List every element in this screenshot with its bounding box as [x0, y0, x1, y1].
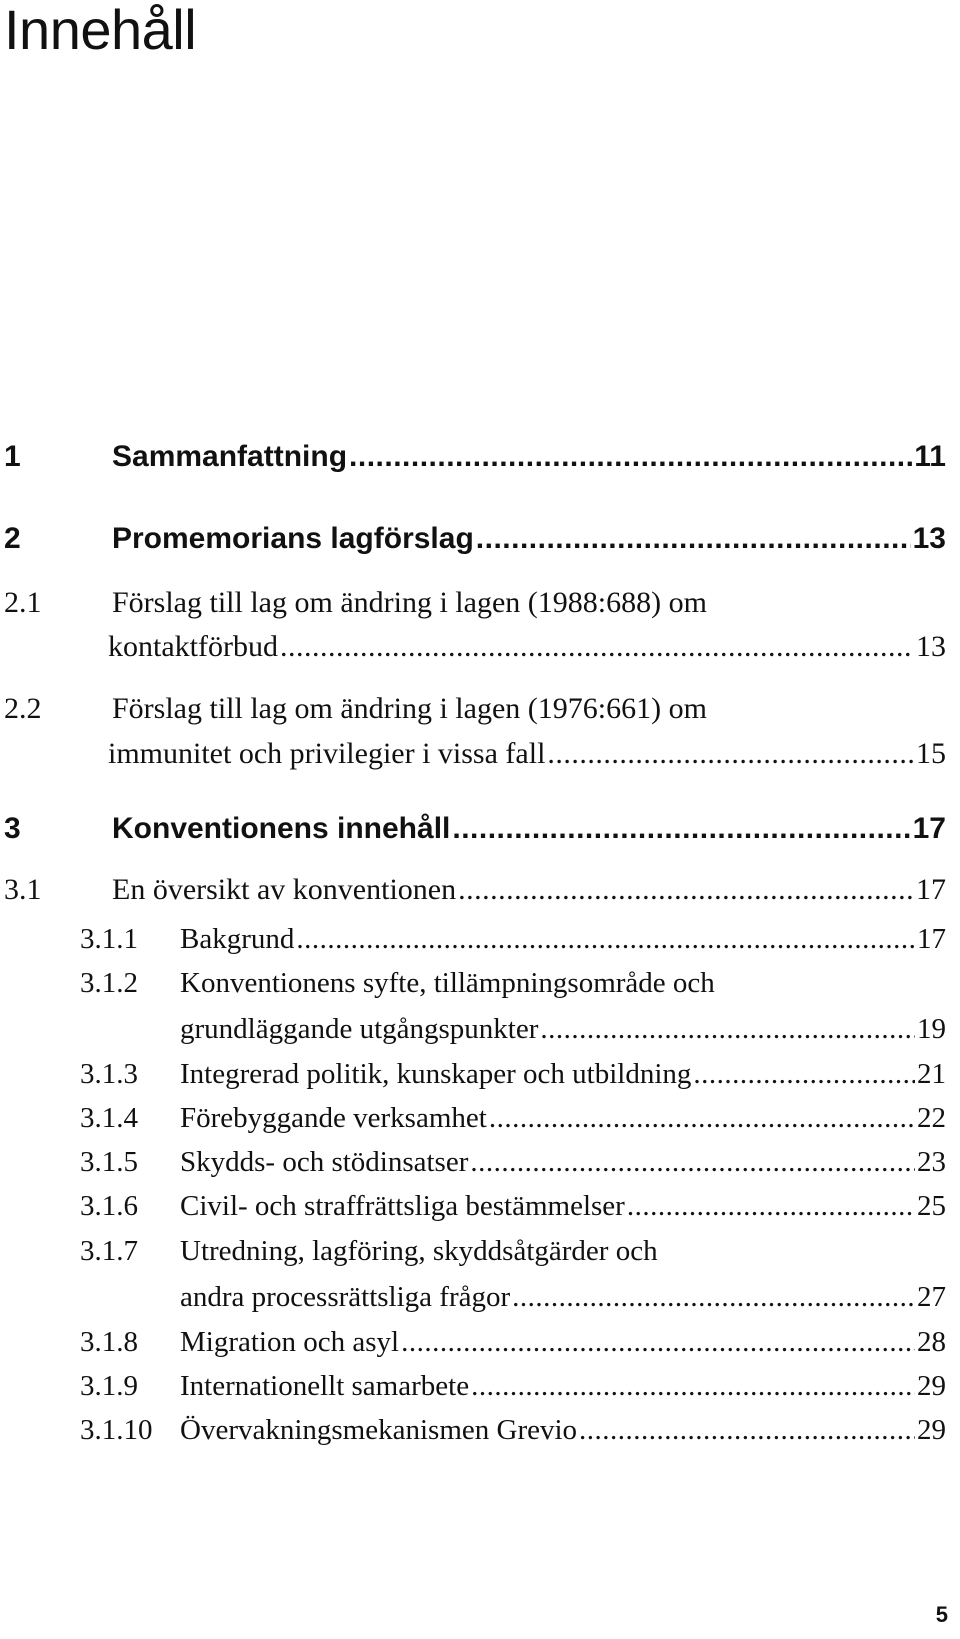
dot-leader: [296, 923, 915, 956]
toc-entry-3-1-6[interactable]: [80, 1190, 946, 1223]
dot-leader: [471, 1370, 915, 1403]
toc-entry-title-line1: Förslag till lag om ändring i lagen (1988:688) om: [112, 586, 707, 619]
toc-entry-number: 3.1.9: [80, 1370, 138, 1402]
toc-entry-3-1[interactable]: [0, 873, 946, 907]
toc-entry-page: 15: [916, 737, 946, 770]
toc-entry-page: 25: [917, 1190, 946, 1222]
toc-entry-2-1-cont[interactable]: [108, 630, 946, 664]
toc-entry-3-1-2-cont[interactable]: [180, 1013, 946, 1046]
toc-entry-page: 11: [914, 440, 946, 473]
dot-leader: [627, 1190, 915, 1223]
toc-entry-number: 3.1.2: [80, 967, 138, 999]
toc-entry-3-1-9[interactable]: [80, 1370, 946, 1403]
dot-leader: [512, 1281, 915, 1314]
toc-entry-3-1-2[interactable]: [80, 967, 946, 1000]
dot-leader: [349, 440, 912, 474]
toc-entry-2[interactable]: [0, 522, 946, 556]
toc-entry-page: 28: [917, 1326, 946, 1358]
toc-entry-3-1-1[interactable]: [80, 923, 946, 956]
toc-entry-number: 3.1: [4, 873, 42, 906]
toc-entry-number: 3: [4, 812, 21, 845]
toc-entry-title: Migration och asyl: [180, 1326, 400, 1358]
toc-entry-title-line2: andra processrättsliga frågor: [180, 1281, 511, 1313]
toc-entry-1[interactable]: [0, 440, 946, 474]
toc-entry-title: Bakgrund: [180, 923, 295, 955]
toc-entry-title-line2: immunitet och privilegier i vissa fall: [108, 737, 546, 770]
toc-entry-page: 22: [917, 1102, 946, 1134]
dot-leader: [452, 812, 910, 846]
toc-entry-2-2[interactable]: [0, 692, 946, 726]
toc-entry-title: Internationellt samarbete: [180, 1370, 470, 1402]
toc-entry-3-1-5[interactable]: [80, 1146, 946, 1179]
dot-leader: [579, 1414, 915, 1447]
toc-entry-number: 1: [4, 440, 21, 473]
dot-leader: [401, 1326, 915, 1359]
toc-entry-3-1-7-cont[interactable]: [180, 1281, 946, 1314]
toc-entry-number: 2.1: [4, 586, 42, 619]
toc-entry-2-2-cont[interactable]: [108, 737, 946, 771]
toc-entry-number: 3.1.10: [80, 1414, 153, 1446]
dot-leader: [476, 522, 911, 556]
toc-entry-3-1-4[interactable]: [80, 1102, 946, 1135]
toc-entry-page: 21: [917, 1058, 946, 1090]
toc-entry-3-1-3[interactable]: [80, 1058, 946, 1091]
toc-entry-title-line1: Konventionens syfte, tillämpningsområde och: [180, 967, 715, 999]
dot-leader: [693, 1058, 915, 1091]
toc-entry-number: 2: [4, 522, 21, 555]
toc-entry-title: Civil- och straffrättsliga bestämmelser: [180, 1190, 625, 1222]
toc-entry-title: Övervakningsmekanismen Grevio: [180, 1414, 578, 1446]
dot-leader: [280, 630, 914, 664]
toc-entry-number: 3.1.4: [80, 1102, 138, 1134]
toc-entry-title-line2: kontaktförbud: [108, 630, 278, 663]
toc-entry-title: Förebyggande verksamhet: [180, 1102, 487, 1134]
toc-entry-page: 13: [912, 522, 946, 555]
toc-entry-title: Integrerad politik, kunskaper och utbildning: [180, 1058, 692, 1090]
toc-entry-number: 3.1.7: [80, 1235, 138, 1267]
toc-entry-page: 19: [917, 1013, 946, 1045]
toc-entry-3-1-8[interactable]: [80, 1326, 946, 1359]
page-title: Innehåll: [4, 0, 197, 61]
toc-entry-number: 3.1.5: [80, 1146, 138, 1178]
toc-entry-page: 27: [917, 1281, 946, 1313]
toc-entry-title: En översikt av konventionen: [112, 873, 457, 906]
toc-entry-title: Sammanfattning: [112, 440, 348, 473]
toc-entry-number: 2.2: [4, 692, 42, 725]
toc-entry-page: 17: [912, 812, 946, 845]
toc-entry-number: 3.1.8: [80, 1326, 138, 1358]
toc-entry-3-1-7[interactable]: [80, 1235, 946, 1268]
toc-entry-3[interactable]: [0, 812, 946, 846]
dot-leader: [547, 737, 914, 771]
toc-entry-number: 3.1.3: [80, 1058, 138, 1090]
toc-entry-title: Skydds- och stödinsatser: [180, 1146, 469, 1178]
toc-entry-page: 17: [917, 923, 946, 955]
toc-entry-page: 29: [917, 1370, 946, 1402]
toc-entry-page: 23: [917, 1146, 946, 1178]
dot-leader: [489, 1102, 915, 1135]
toc-entry-number: 3.1.1: [80, 923, 138, 955]
dot-leader: [470, 1146, 915, 1179]
dot-leader: [540, 1013, 915, 1046]
toc-entry-title-line2: grundläggande utgångspunkter: [180, 1013, 539, 1045]
page-number: 5: [935, 1602, 948, 1627]
toc-entry-title-line1: Förslag till lag om ändring i lagen (1976:661) om: [112, 692, 707, 725]
toc-entry-number: 3.1.6: [80, 1190, 138, 1222]
dot-leader: [458, 873, 914, 907]
toc-entry-title: Promemorians lagförslag: [112, 522, 474, 555]
toc-entry-page: 17: [916, 873, 946, 906]
toc-entry-page: 29: [917, 1414, 946, 1446]
toc-entry-title: Konventionens innehåll: [112, 812, 451, 845]
toc-entry-title-line1: Utredning, lagföring, skyddsåtgärder och: [180, 1235, 658, 1267]
toc-entry-page: 13: [916, 630, 946, 663]
toc-entry-3-1-10[interactable]: [80, 1414, 946, 1447]
toc-entry-2-1[interactable]: [0, 586, 946, 620]
